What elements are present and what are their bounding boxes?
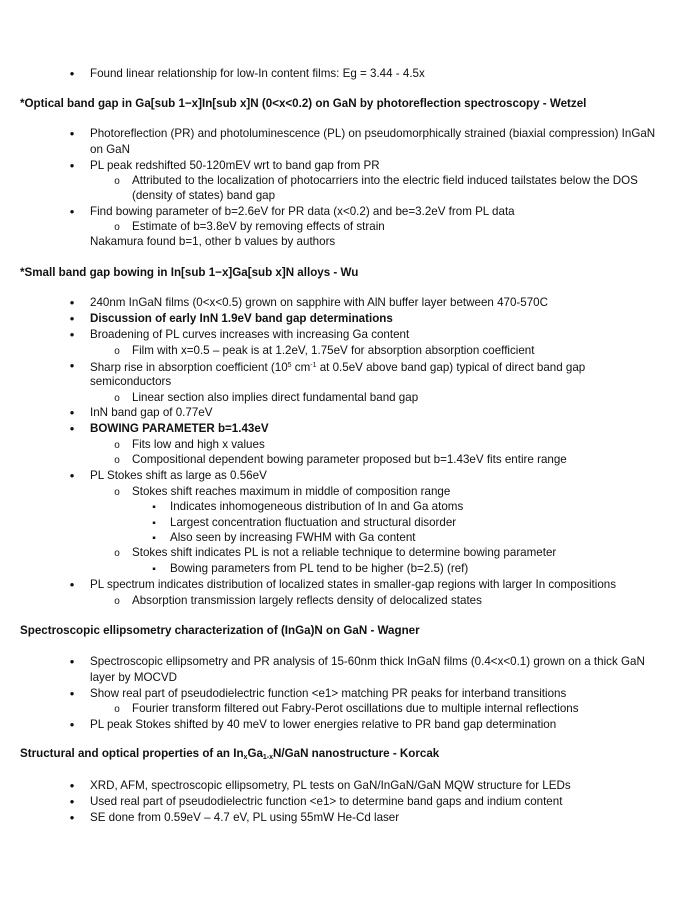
sub-sub-bullet [146,530,162,546]
list-item [90,358,585,375]
sub-list-item: Stokes shift reaches maximum in middle of composition range [132,485,451,498]
sub-bullet [109,343,125,359]
bullet [64,126,80,142]
sub-bullet [109,593,125,609]
bullet [64,717,80,733]
bullet [64,686,80,702]
bullet [64,327,80,343]
sub-list-item: Fourier transform filtered out Fabry-Perot oscillations due to multiple internal reflections [132,702,579,715]
list-item: Used real part of pseudodielectric function <e1> to determine band gaps and indium content [90,795,563,808]
sub-bullet [109,219,125,235]
section-heading-wagner: Spectroscopic ellipsometry characterization of (InGa)N on GaN - Wagner [20,624,420,637]
sub-bullet [109,452,125,468]
bullet [64,468,80,484]
bullet [64,311,80,327]
list-item: PL spectrum indicates distribution of localized states in smaller-gap regions with larger In compositions [90,578,617,591]
list-item-bold: Discussion of early InN 1.9eV band gap determinations [90,312,393,325]
bullet [64,421,80,437]
bullet [64,577,80,593]
sub-list-item-continued: (density of states) band gap [132,189,276,202]
bullet [64,295,80,311]
sub-list-item: Absorption transmission largely reflects density of delocalized states [132,594,482,607]
list-item-continued: semiconductors [90,375,172,388]
subscript: 1-x [262,754,274,761]
sub-sub-bullet [146,561,162,577]
section-heading-korcak [20,746,439,765]
text: Ga [247,747,263,760]
section-heading-wetzel: *Optical band gap in Ga[sub 1−x]In[sub x]N (0<x<0.2) on GaN by photoreflection spectroscopy - Wetzel [20,97,587,110]
list-item: PL peak Stokes shifted by 40 meV to lower energies relative to PR band gap determination [90,718,557,731]
list-item: Find bowing parameter of b=2.6eV for PR data (x<0.2) and be=3.2eV from PL data [90,205,515,218]
list-item: SE done from 0.59eV – 4.7 eV, PL using 55mW He-Cd laser [90,811,400,824]
text: at 0.5eV above band gap) typical of direct band gap [316,361,586,374]
sub-list-item: Film with x=0.5 – peak is at 1.2eV, 1.75eV for absorption absorption coefficient [132,344,535,357]
sub-sub-list-item: Bowing parameters from PL tend to be higher (b=2.5) (ref) [170,562,469,575]
sub-sub-bullet [146,515,162,531]
bullet [64,358,80,374]
list-item: Photoreflection (PR) and photoluminescence (PL) on pseudomorphically strained (biaxial compression) InGaN [90,127,656,140]
sub-list-item: Estimate of b=3.8eV by removing effects of strain [132,220,385,233]
sub-sub-list-item: Indicates inhomogeneous distribution of In and Ga atoms [170,500,464,513]
bullet [64,158,80,174]
list-item: 240nm InGaN films (0<x<0.5) grown on sapphire with AlN buffer layer between 470-570C [90,296,548,309]
sub-bullet [109,484,125,500]
sub-bullet [109,437,125,453]
superscript: -1 [310,362,317,369]
list-item-continued: layer by MOCVD [90,671,177,684]
sub-sub-list-item: Largest concentration fluctuation and structural disorder [170,516,457,529]
sub-bullet [109,173,125,189]
sub-bullet [109,390,125,406]
sub-list-item: Attributed to the localization of photocarriers into the electric field induced tailstates below the DOS [132,174,638,187]
sub-list-item: Stokes shift indicates PL is not a reliable technique to determine bowing parameter [132,546,557,559]
sub-sub-bullet [146,499,162,515]
bullet [64,654,80,670]
list-item: Broadening of PL curves increases with increasing Ga content [90,328,410,341]
sub-bullet [109,701,125,717]
list-item: XRD, AFM, spectroscopic ellipsometry, PL tests on GaN/InGaN/GaN MQW structure for LEDs [90,779,571,792]
section-heading-wu: *Small band gap bowing in In[sub 1−x]Ga[sub x]N alloys - Wu [20,266,359,279]
text: cm [291,361,311,374]
bullet [64,405,80,421]
sub-list-item: Linear section also implies direct fundamental band gap [132,391,419,404]
sub-bullet [109,545,125,561]
bullet [64,204,80,220]
list-item: Show real part of pseudodielectric function <e1> matching PR peaks for interband transitions [90,687,567,700]
list-item-bold: BOWING PARAMETER b=1.43eV [90,422,269,435]
list-item: InN band gap of 0.77eV [90,406,213,419]
bullet [64,66,80,82]
sub-list-item: Compositional dependent bowing parameter proposed but b=1.43eV fits entire range [132,453,567,466]
text: Structural and optical properties of an In [20,747,244,760]
list-item: PL Stokes shift as large as 0.56eV [90,469,267,482]
list-item: Spectroscopic ellipsometry and PR analysis of 15-60nm thick InGaN films (0.4<x<0.1) grown on a thick GaN [90,655,645,668]
bullet [64,810,80,826]
bullet [64,794,80,810]
subscript: x [243,754,248,761]
text: Sharp rise in absorption coefficient (10 [90,361,288,374]
superscript: 5 [287,362,292,369]
sub-list-item: Fits low and high x values [132,438,265,451]
note: Nakamura found b=1, other b values by authors [90,235,336,248]
text: N/GaN nanostructure - Korcak [273,747,440,760]
list-item: PL peak redshifted 50-120mEV wrt to band gap from PR [90,159,380,172]
list-item-continued: on GaN [90,143,130,156]
bullet [64,778,80,794]
sub-sub-list-item: Also seen by increasing FWHM with Ga content [170,531,416,544]
list-item: Found linear relationship for low-In content films: Eg = 3.44 - 4.5x [90,67,425,80]
